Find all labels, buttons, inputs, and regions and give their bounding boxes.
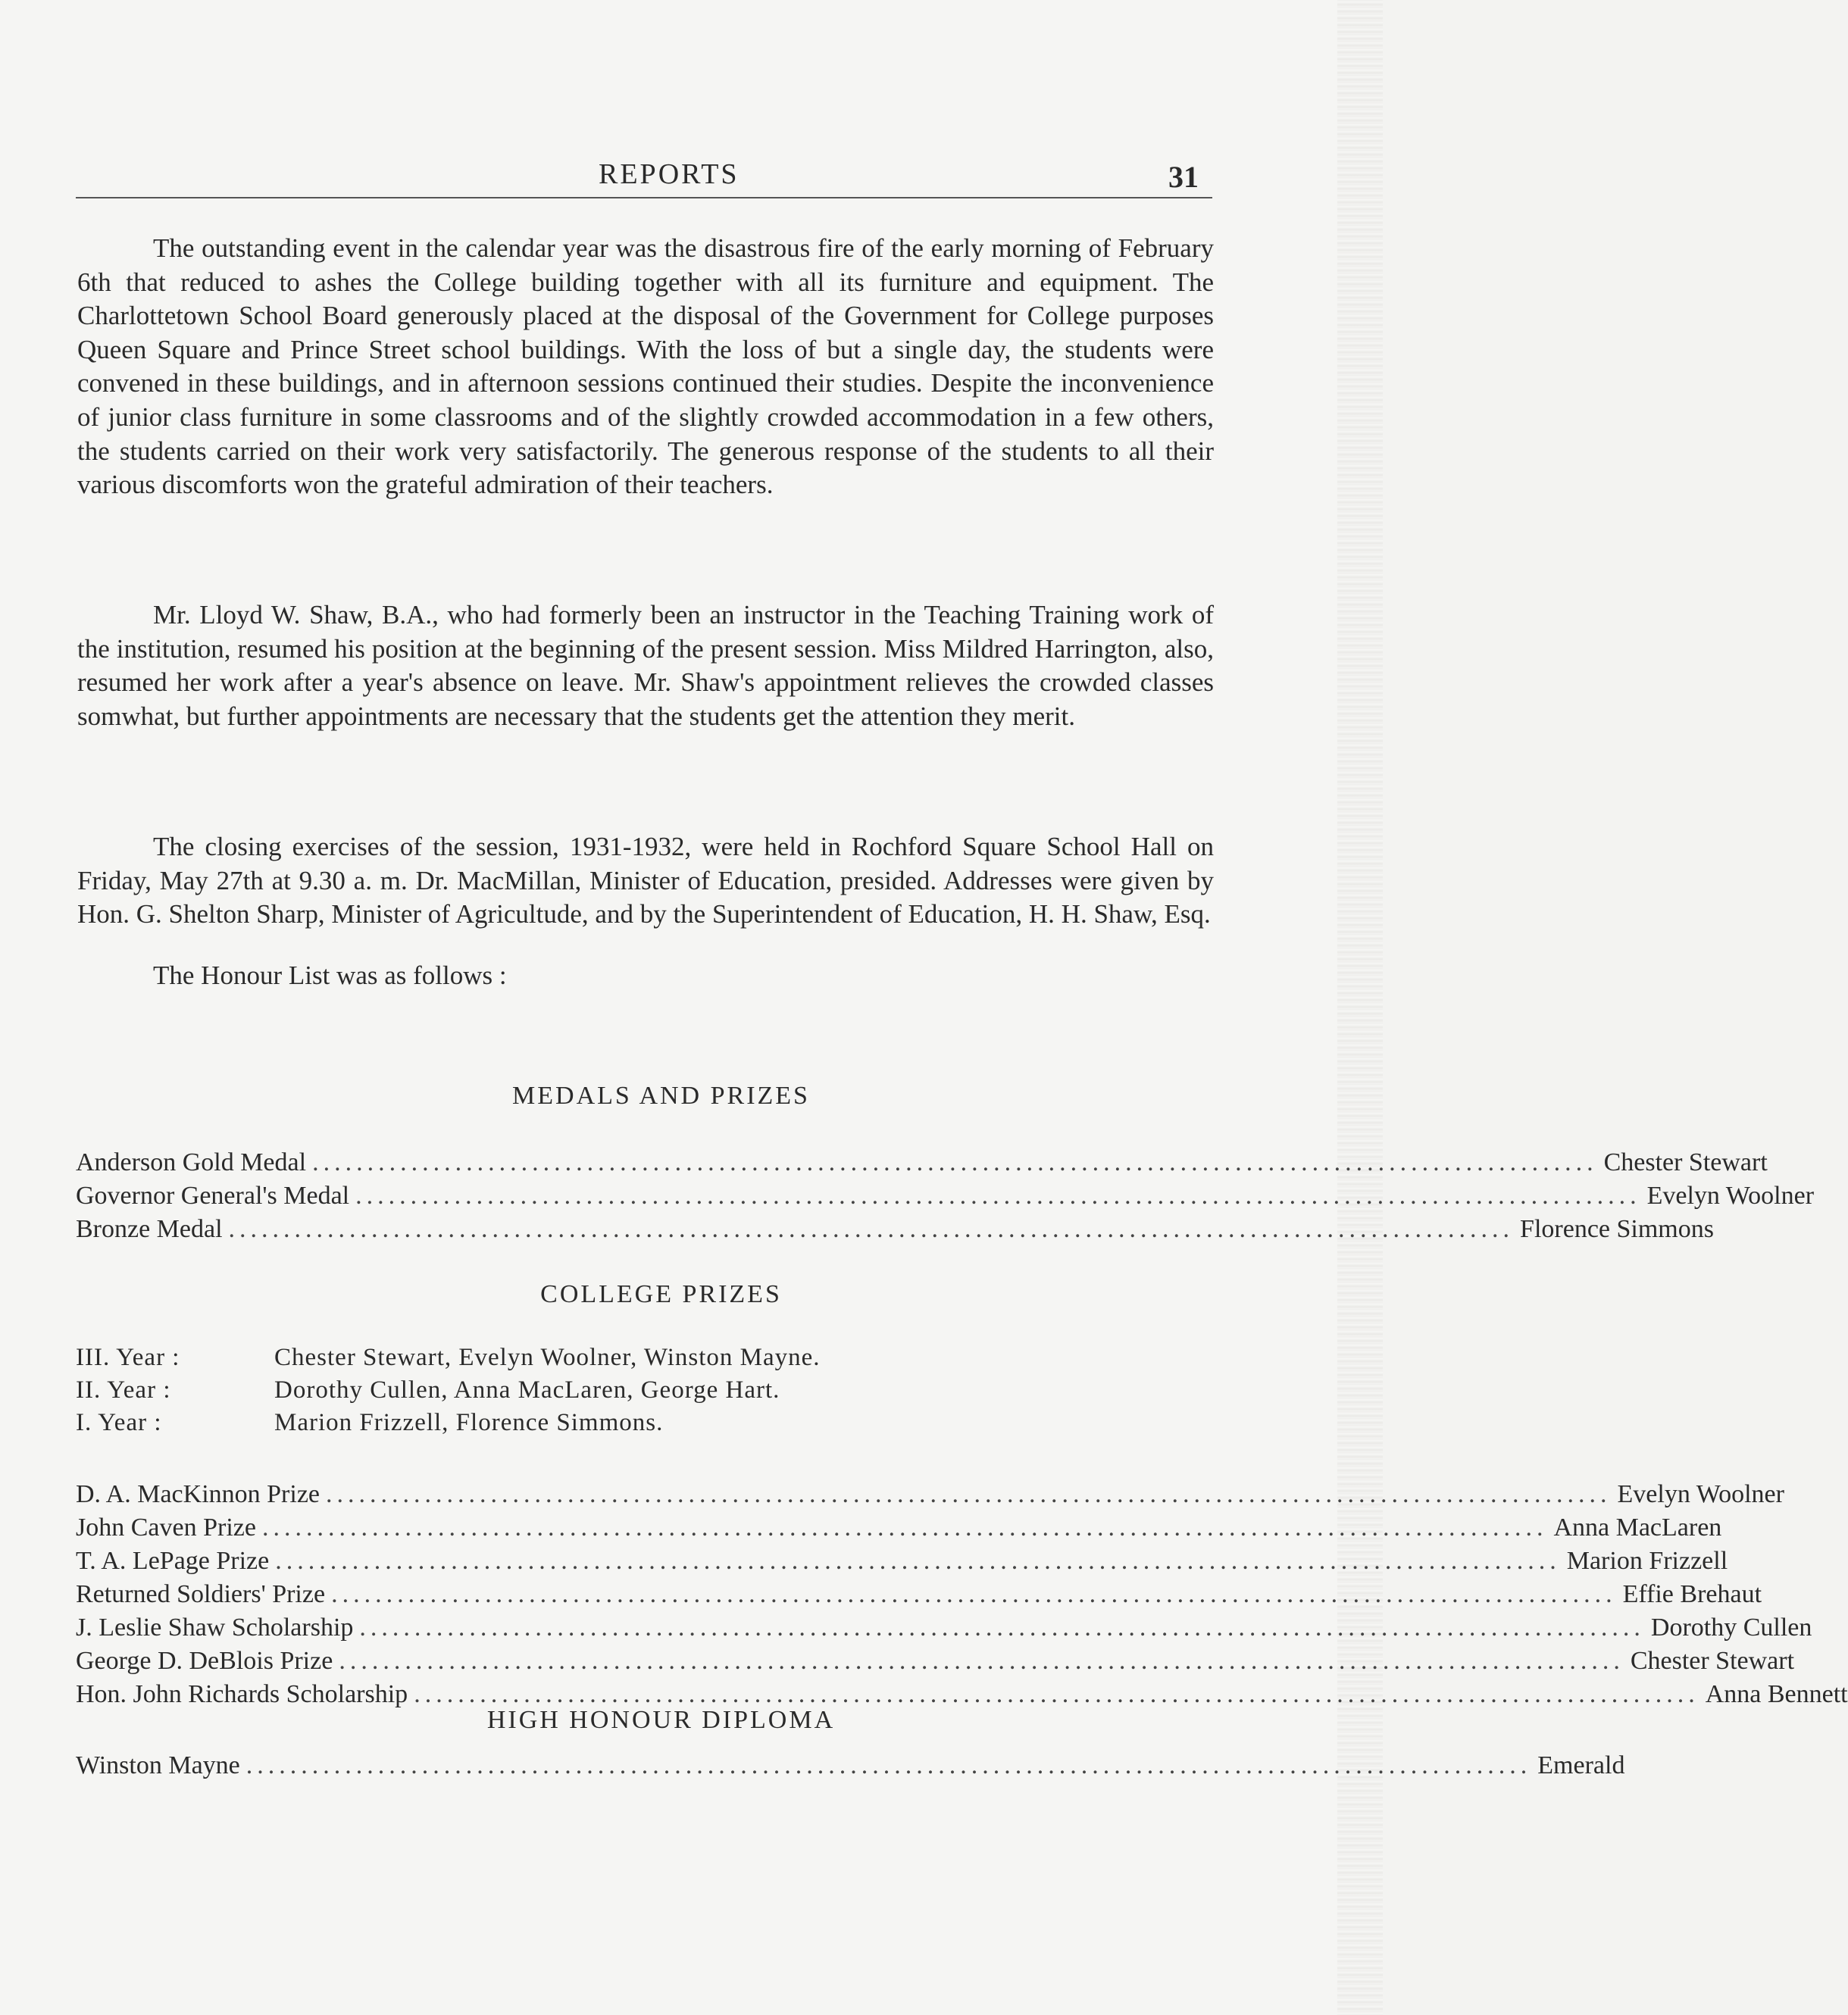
dot-leader: ..................................................................................................................... <box>331 1580 1617 1608</box>
dot-leader: ..................................................................................................................... <box>359 1614 1645 1642</box>
list-item <box>76 1148 1768 1182</box>
diploma-list <box>76 1751 1625 1785</box>
award-name: Governor General's Medal <box>76 1182 350 1210</box>
award-name: J. Leslie Shaw Scholarship <box>76 1614 354 1642</box>
year-row <box>76 1344 821 1376</box>
winner-name: Anna Bennett <box>1705 1680 1848 1708</box>
list-item <box>76 1182 1815 1215</box>
paragraph-staff: Mr. Lloyd W. Shaw, B.A., who had formerly been an instructor in the Teaching Training work of the institution, resumed his position at the beginning of the present session. Miss Mildred Harrington, also, resumed her work after a year's absence on leave. Mr. Shaw's appointment relieves the crowded classes somwhat, but further appointments are necessary that the students get the attention they merit. <box>77 600 1214 731</box>
diploma-heading: HIGH HONOUR DIPLOMA <box>486 1706 836 1734</box>
award-name: Returned Soldiers' Prize <box>76 1580 326 1608</box>
winner-name: Evelyn Woolner <box>1617 1480 1784 1508</box>
dot-leader: ..................................................................................................................... <box>312 1148 1598 1176</box>
year-list <box>76 1344 821 1442</box>
year-label: I. Year : <box>76 1409 162 1436</box>
dot-leader: ..................................................................................................................... <box>326 1480 1612 1508</box>
medals-heading: MEDALS AND PRIZES <box>512 1082 810 1110</box>
year-names: Marion Frizzell, Florence Simmons. <box>274 1409 664 1436</box>
dot-leader: ..................................................................................................................... <box>355 1182 1641 1210</box>
paragraph-closing-exercises: The closing exercises of the session, 1931-1932, were held in Rochford Square School Hall on Friday, May 27th at 9.30 a. m. Dr. MacMillan, Minister of Education, presided. Addresses were given by Hon. G. Shelton Sharp, Minister of Agricultude, and by the Superintendent of Education, H. H. Shaw, Esq. <box>77 832 1214 929</box>
award-name: Anderson Gold Medal <box>76 1148 307 1176</box>
college-prizes-list <box>76 1480 1848 1714</box>
dot-leader: ..................................................................................................................... <box>414 1680 1699 1708</box>
list-item <box>76 1614 1812 1647</box>
award-name: George D. DeBlois Prize <box>76 1647 333 1675</box>
dot-leader: ..................................................................................................................... <box>339 1647 1624 1675</box>
award-name: Hon. John Richards Scholarship <box>76 1680 408 1708</box>
list-item <box>76 1215 1714 1248</box>
page-number: 31 <box>1168 160 1199 194</box>
dot-leader: ..................................................................................................................... <box>261 1514 1548 1542</box>
paragraph-honour-list-intro: The Honour List was as follows : <box>153 961 507 990</box>
year-row <box>76 1376 821 1409</box>
award-name: Bronze Medal <box>76 1215 223 1243</box>
list-item <box>76 1514 1722 1547</box>
year-names: Chester Stewart, Evelyn Woolner, Winston Mayne. <box>274 1344 821 1371</box>
winner-name: Emerald <box>1537 1751 1625 1779</box>
header-rule <box>76 197 1212 198</box>
list-item <box>76 1547 1728 1580</box>
award-name: D. A. MacKinnon Prize <box>76 1480 321 1508</box>
award-name: T. A. LePage Prize <box>76 1547 270 1575</box>
winner-name: Evelyn Woolner <box>1646 1182 1815 1210</box>
dot-leader: ..................................................................................................................... <box>275 1547 1561 1575</box>
year-label: III. Year : <box>76 1344 180 1371</box>
winner-name: Anna MacLaren <box>1553 1514 1722 1542</box>
year-row <box>76 1409 821 1442</box>
page-header <box>76 158 1212 203</box>
list-item <box>76 1580 1762 1614</box>
year-names: Dorothy Cullen, Anna MacLaren, George Hart. <box>274 1376 780 1404</box>
college-prizes-heading: COLLEGE PRIZES <box>540 1280 782 1308</box>
award-name: John Caven Prize <box>76 1514 256 1542</box>
winner-name: Chester Stewart <box>1603 1148 1768 1176</box>
running-head: REPORTS <box>599 158 740 190</box>
medals-list <box>76 1148 1815 1248</box>
winner-name: Florence Simmons <box>1520 1215 1714 1243</box>
dot-leader: ..................................................................................................................... <box>245 1751 1532 1779</box>
winner-name: Chester Stewart <box>1630 1647 1795 1675</box>
year-label: II. Year : <box>76 1376 171 1404</box>
paragraph-fire: The outstanding event in the calendar year was the disastrous fire of the early morning of February 6th that reduced to ashes the College building together with all its furniture and equipment. The Charlottetown School Board generously placed at the disposal of the Government for College purposes Queen Square and Prince Street school buildings. With the loss of but a single day, the students were convened in these buildings, and in afternoon sessions continued their studies. Despite the inconvenience of junior class furniture in some classrooms and of the slightly crowded accommodation in a few others, the students carried on their work very satisfactorily. The generous response of the students to all their various discomforts won the grateful admiration of their teachers. <box>77 233 1214 500</box>
list-item <box>76 1480 1784 1514</box>
winner-name: Dorothy Cullen <box>1650 1614 1812 1642</box>
list-item <box>76 1751 1625 1785</box>
dot-leader: ..................................................................................................................... <box>228 1215 1515 1243</box>
award-name: Winston Mayne <box>76 1751 240 1779</box>
winner-name: Marion Frizzell <box>1566 1547 1728 1575</box>
winner-name: Effie Brehaut <box>1622 1580 1762 1608</box>
list-item <box>76 1647 1795 1680</box>
